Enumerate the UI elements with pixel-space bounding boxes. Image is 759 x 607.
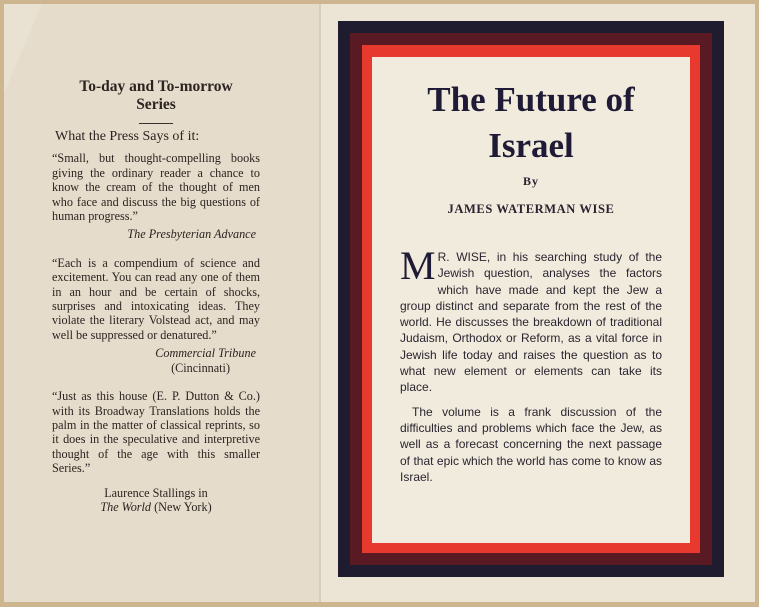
review-quote-the-world: “Just as this house (E. P. Dutton & Co.) with its Broadway Translations holds the palm in the matter of classical reprints, so it does in the speculative and interpretive thought of the age with this smaller Series.” xyxy=(52,389,260,476)
cover-frame-outer xyxy=(338,21,724,577)
press-heading: What the Press Says of it: xyxy=(55,129,200,144)
cover-text-panel xyxy=(372,57,690,543)
book-title-line1: The Future of xyxy=(427,80,635,119)
description-paragraph-2: The volume is a frank discussion of the difficulties and problems which face the Jew, as well as a forecast concerning the next passage of that epic which the world has come to know as Israel. xyxy=(400,404,662,484)
author-name: JAMES WATERMAN WISE xyxy=(447,202,615,216)
cover-frame-middle xyxy=(350,33,712,565)
book-title xyxy=(372,77,690,169)
publication-location: (New York) xyxy=(151,499,212,514)
review-source-commercial-tribune: Commercial Tribune xyxy=(155,346,256,361)
book-title-line2: Israel xyxy=(488,126,574,165)
review-source-location: (Cincinnati) xyxy=(171,360,230,375)
review-source-author: Laurence Stallings in xyxy=(104,485,208,500)
description-paragraph-1-text: R. WISE, in his searching study of the Jewish question, analyses the factors which have made and kept the Jew a group distinct and separate from the rest of the world. He discusses the breakdown of traditional Judaism, Orthodox or Reform, as a vital force in Jewish life today and raises the question as to what new element or elements can take its place. xyxy=(400,250,662,395)
divider xyxy=(139,123,173,124)
by-label: By xyxy=(522,174,539,188)
press-reviews-panel xyxy=(52,78,260,514)
drop-cap: M xyxy=(400,243,436,288)
review-source-publication xyxy=(52,500,260,514)
review-quote-presbyterian: “Small, but thought-compelling books giving the ordinary reader a chance to know the cream of the thought of men who face and discuss the big questions of human progress.” xyxy=(52,151,260,224)
review-quote-commercial-tribune: “Each is a compendium of science and excitement. You can read any one of them in an hour and be certain of shocks, surprises and intoxicating ideas. They violate the literary Volstead act, and may well be suppressed or denatured.” xyxy=(52,255,260,342)
publication-name: The World xyxy=(100,499,152,514)
series-title-line1: To-day and To-morrow xyxy=(79,78,233,95)
review-source-presbyterian: The Presbyterian Advance xyxy=(127,227,256,242)
series-title xyxy=(52,78,260,114)
cover-frame-red xyxy=(362,45,700,553)
book-description xyxy=(400,243,662,493)
description-paragraph-1 xyxy=(400,243,662,396)
series-title-line2: Series xyxy=(136,96,176,113)
